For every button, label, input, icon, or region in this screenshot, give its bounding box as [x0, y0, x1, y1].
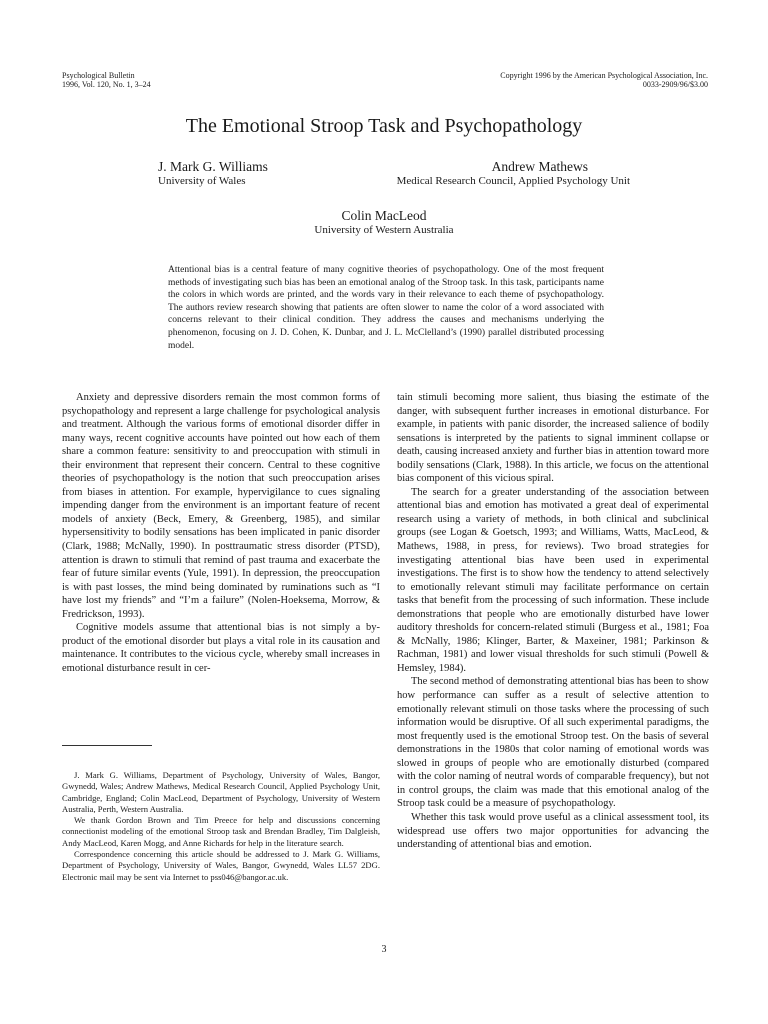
footnote-affiliations: J. Mark G. Williams, Department of Psychology, University of Wales, Bangor, Gwynedd, Wales; Andrew Mathews, Medical Research Council, Applied Psychology Unit, Cambridge, England; Colin MacLeod, Department of Psychology, University of Western Australia, Perth, Western Australia.	[62, 770, 380, 814]
body-paragraph: Whether this task would prove useful as a clinical assessment tool, its widespread use offers two major opportunities for advancing the understanding of attentional bias and emotion.	[397, 811, 709, 851]
journal-name: Psychological Bulletin	[62, 71, 135, 80]
body-paragraph: tain stimuli becoming more salient, thus biasing the estimate of the danger, with subsequent further increases in emotional disturbance. For example, in patients with panic disorder, the increased salience of bodily sensations is interpreted by the patients to signal imminent collapse or death, causing increased anxiety and further bias in attention toward more bodily sensations (Clark, 1988). In this article, we focus on the attentional bias component of this vicious spiral.	[397, 392, 709, 485]
author-block-1	[158, 159, 268, 188]
journal-citation	[62, 71, 262, 89]
footnote-divider	[62, 745, 152, 746]
body-paragraph: Cognitive models assume that attentional bias is not simply a by-product of the emotional disorder but plays a vital role in its causation and maintenance. It contributes to the vicious cycle, whereby small increases in emotional disturbance result in cer-	[62, 622, 380, 674]
footnotes	[62, 770, 380, 883]
body-paragraph: Anxiety and depressive disorders remain the most common forms of psychopathology and represent a large challenge for psychological analysis and treatment. Although the various forms of emotional disorder differ in many ways, recent cognitive accounts have pointed out how each of them share a common feature: sensitivity to and preoccupation with stimuli in their environment that represent their concern. Central to these cognitive theories of psychopathology is the notion that such preoccupation arises from biases in attention. For example, hypervigilance to cues signaling impending danger from the environment is an important feature of recent models of anxiety (Beck, Emery, & Greenberg, 1985), and similar hypersensitivity to bodily sensations has been implicated in panic disorder (Clark, 1988; McNally, 1990). In posttraumatic stress disorder (PTSD), attention is drawn to stimuli that remind of past trauma and exacerbate the fear of future similar events (Yule, 1991). In depression, the preoccupation is with past losses, the mind being dominated by ruminations such as “I have lost my friends” and “I’m a failure” (Nolen-Hoeksema, Morrow, & Fredrickson, 1993).	[62, 392, 380, 620]
footnote-correspondence: Correspondence concerning this article should be addressed to J. Mark G. Williams, Department of Psychology, University of Wales, Bangor, Gwynedd, Wales LL57 2DG. Electronic mail may be sent via Internet to pss046@bangor.ac.uk.	[62, 849, 380, 882]
abstract: Attentional bias is a central feature of many cognitive theories of psychopathology. One of the most frequent methods of investigating such bias has been an emotional analog of the Stroop task. In this task, participants name the colors in which words are printed, and the words vary in their relevance to each theme of psychopathology. The authors review research showing that patients are often slower to name the color of a word associated with concerns relevant to their clinical condition. They address the causes and mechanisms underlying the phenomenon, focusing on J. D. Cohen, K. Dunbar, and J. L. McClelland’s (1990) parallel distributed processing model.	[168, 265, 604, 351]
body-column-left	[62, 391, 380, 675]
page-number: 3	[381, 944, 387, 955]
author-affiliation: University of Wales	[158, 175, 246, 187]
author-name: Andrew Mathews	[491, 159, 588, 174]
body-paragraph: The second method of demonstrating attentional bias has been to show how performance can suffer as a result of selective attention to emotionally relevant stimuli on those tasks where the processing of such information would be disruptive. Of all such experimental paradigms, the most frequently used is the emotional Stroop test. On the basis of several demonstrations in the 1980s that color naming of emotional words was slowed in groups of people who are emotionally disturbed (compared with the color naming of neutral words of comparable frequency), but not in control groups, the claim was made that this emotional analog of the Stroop task could be a measure of psychopathology.	[397, 676, 709, 810]
body-paragraph: The search for a greater understanding of the association between attentional bias and emotion has motivated a great deal of experimental research using a variety of methods, in both clinical and subclinical groups (see Logan & Goetsch, 1993; and Williams, Watts, MacLeod, & Mathews, 1988, in press, for reviews). Two broad strategies for investigating attentional bias have been used in experimental investigations. The first is to show how the tendency to attend selectively to emotionally relevant stimuli may facilitate performance on certain tasks that benefit from the processing of such information. These include demonstrations that people who are emotionally disturbed have lower auditory thresholds for concern-related stimuli (Burgess et al., 1981; Foa & McNally, 1986; Klinger, Barter, & Maxeiner, 1981; Parkinson & Rachman, 1981) and lower visual thresholds for such stimuli (Powell & Hemsley, 1984).	[397, 486, 709, 674]
footnote-acknowledgments: We thank Gordon Brown and Tim Preece for help and discussions concerning connectionist modeling of the emotional Stroop task and Brendan Bradley, Tim Dalgleish, Andy MacLeod, Karen Mogg, and Anne Richards for help in the literature search.	[62, 815, 380, 848]
author-block-2	[397, 159, 630, 188]
body-column-right	[397, 391, 709, 852]
author-block-3	[0, 208, 768, 237]
author-affiliation: Medical Research Council, Applied Psychology Unit	[396, 175, 630, 187]
copyright-line: Copyright 1996 by the American Psychological Association, Inc.	[500, 71, 708, 80]
author-name: Colin MacLeod	[341, 208, 427, 223]
author-name: J. Mark G. Williams	[158, 159, 268, 174]
copyright-notice	[388, 71, 708, 89]
article-title: The Emotional Stroop Task and Psychopathology	[185, 115, 583, 137]
journal-volume: 1996, Vol. 120, No. 1, 3–24	[62, 80, 151, 89]
issn-code: 0033-2909/96/$3.00	[642, 80, 708, 89]
author-affiliation: University of Western Australia	[314, 224, 454, 236]
